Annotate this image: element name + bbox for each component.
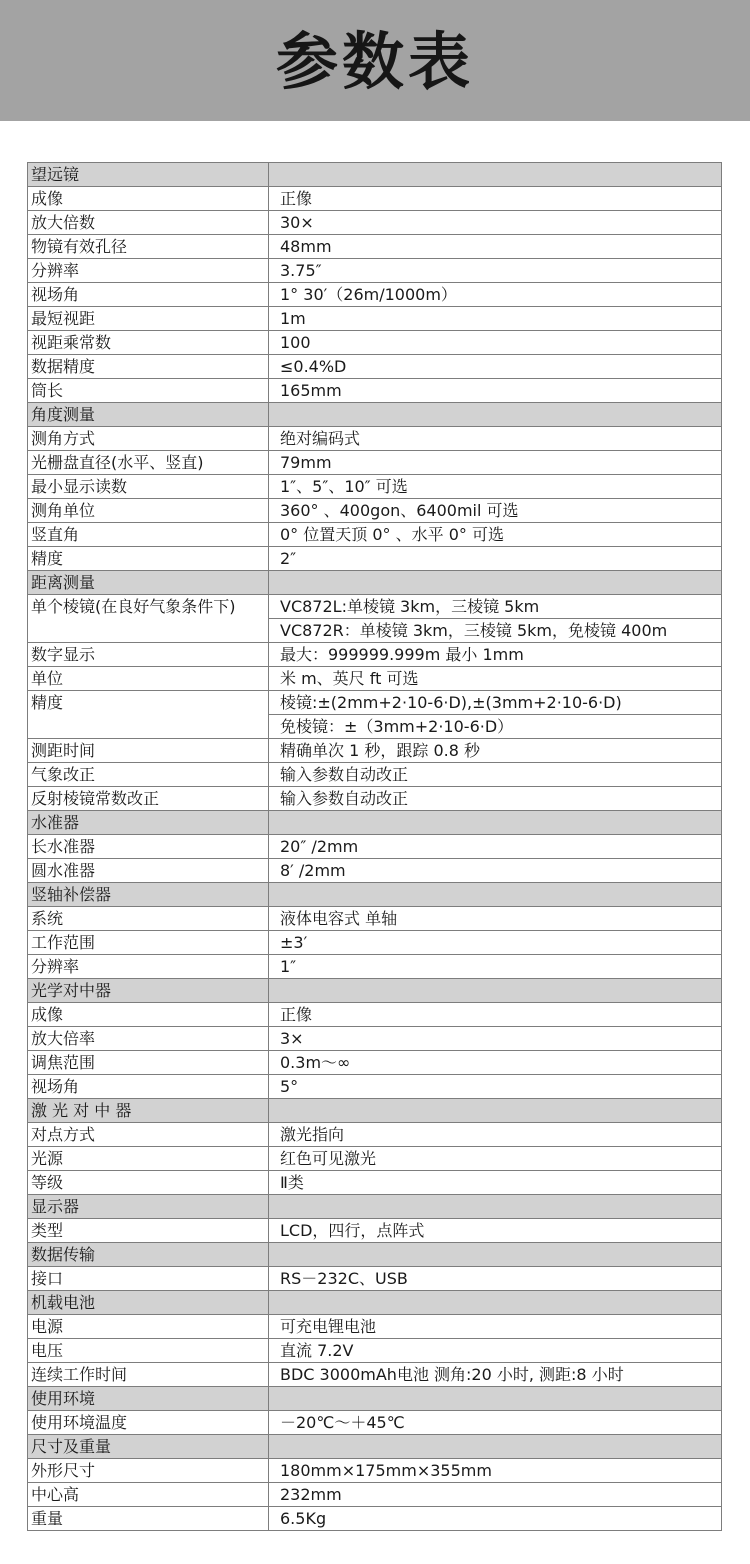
param-value: 360° 、400gon、6400mil 可选: [269, 499, 722, 523]
param-label: 测角方式: [28, 427, 269, 451]
table-row: [28, 451, 722, 475]
param-label: 调焦范围: [28, 1051, 269, 1075]
section-header: [28, 571, 722, 595]
section-blank-cell: [269, 883, 722, 907]
param-value: 激光指向: [269, 1123, 722, 1147]
param-label: 最短视距: [28, 307, 269, 331]
param-label: 对点方式: [28, 1123, 269, 1147]
section-title: 激 光 对 中 器: [28, 1099, 269, 1123]
section-title: 望远镜: [28, 163, 269, 187]
param-value: 8′ /2mm: [269, 859, 722, 883]
table-row: [28, 859, 722, 883]
param-label: 成像: [28, 187, 269, 211]
param-label: 成像: [28, 1003, 269, 1027]
param-value: ≤0.4%D: [269, 355, 722, 379]
param-value: 输入参数自动改正: [269, 763, 722, 787]
param-label: 精度: [28, 691, 269, 739]
param-value: 165mm: [269, 379, 722, 403]
page-title: 参数表: [275, 25, 474, 98]
param-label: 长水准器: [28, 835, 269, 859]
table-row: [28, 1411, 722, 1435]
table-row: [28, 523, 722, 547]
param-value: 绝对编码式: [269, 427, 722, 451]
table-row: [28, 1171, 722, 1195]
table-row: [28, 475, 722, 499]
param-value: 可充电锂电池: [269, 1315, 722, 1339]
table-row: [28, 1027, 722, 1051]
section-title: 水准器: [28, 811, 269, 835]
table-row: [28, 1075, 722, 1099]
param-label: 视场角: [28, 283, 269, 307]
table-row: [28, 1315, 722, 1339]
param-label: 外形尺寸: [28, 1459, 269, 1483]
section-blank-cell: [269, 571, 722, 595]
param-value: 48mm: [269, 235, 722, 259]
table-row: [28, 1123, 722, 1147]
section-blank-cell: [269, 1435, 722, 1459]
table-row: [28, 1267, 722, 1291]
title-banner: [0, 0, 750, 121]
table-row: [28, 595, 722, 619]
param-label: 类型: [28, 1219, 269, 1243]
param-value: 3.75″: [269, 259, 722, 283]
section-blank-cell: [269, 979, 722, 1003]
param-value: 20″ /2mm: [269, 835, 722, 859]
param-label: 单个棱镜(在良好气象条件下): [28, 595, 269, 643]
param-value: 正像: [269, 1003, 722, 1027]
table-row: [28, 379, 722, 403]
param-label: 放大倍数: [28, 211, 269, 235]
param-label: 重量: [28, 1507, 269, 1531]
table-row: [28, 187, 722, 211]
section-header: [28, 1243, 722, 1267]
param-label: 视距乘常数: [28, 331, 269, 355]
param-value: 100: [269, 331, 722, 355]
param-value: 棱镜:±(2mm+2·10-6·D),±(3mm+2·10-6·D): [269, 691, 722, 715]
table-row: [28, 667, 722, 691]
param-value: 3×: [269, 1027, 722, 1051]
param-label: 数字显示: [28, 643, 269, 667]
section-title: 角度测量: [28, 403, 269, 427]
section-header: [28, 403, 722, 427]
param-label: 数据精度: [28, 355, 269, 379]
section-blank-cell: [269, 1195, 722, 1219]
param-value: RS－232C、USB: [269, 1267, 722, 1291]
param-value: Ⅱ类: [269, 1171, 722, 1195]
param-label: 圆水准器: [28, 859, 269, 883]
table-row: [28, 211, 722, 235]
section-title: 竖轴补偿器: [28, 883, 269, 907]
section-blank-cell: [269, 1387, 722, 1411]
section-header: [28, 811, 722, 835]
param-value: 6.5Kg: [269, 1507, 722, 1531]
param-value: 30×: [269, 211, 722, 235]
table-row: [28, 1003, 722, 1027]
param-value: 红色可见激光: [269, 1147, 722, 1171]
param-value: 免棱镜：±（3mm+2·10-6·D）: [269, 715, 722, 739]
param-label: 等级: [28, 1171, 269, 1195]
table-row: [28, 955, 722, 979]
param-value: 2″: [269, 547, 722, 571]
param-label: 精度: [28, 547, 269, 571]
section-blank-cell: [269, 811, 722, 835]
param-value: ±3′: [269, 931, 722, 955]
param-label: 最小显示读数: [28, 475, 269, 499]
param-value: 液体电容式 单轴: [269, 907, 722, 931]
table-row: [28, 1363, 722, 1387]
table-row: [28, 235, 722, 259]
section-header: [28, 1195, 722, 1219]
param-value: 79mm: [269, 451, 722, 475]
table-row: [28, 1459, 722, 1483]
table-row: [28, 283, 722, 307]
param-value: 180mm×175mm×355mm: [269, 1459, 722, 1483]
param-label: 测角单位: [28, 499, 269, 523]
param-label: 中心高: [28, 1483, 269, 1507]
section-header: [28, 1387, 722, 1411]
section-blank-cell: [269, 163, 722, 187]
table-row: [28, 1147, 722, 1171]
param-value: VC872L:单棱镜 3km，三棱镜 5km: [269, 595, 722, 619]
param-value: 米 m、英尺 ft 可选: [269, 667, 722, 691]
section-header: [28, 163, 722, 187]
param-label: 电源: [28, 1315, 269, 1339]
param-label: 光源: [28, 1147, 269, 1171]
param-label: 接口: [28, 1267, 269, 1291]
section-title: 使用环境: [28, 1387, 269, 1411]
table-row: [28, 1339, 722, 1363]
section-header: [28, 883, 722, 907]
section-title: 尺寸及重量: [28, 1435, 269, 1459]
section-header: [28, 1435, 722, 1459]
param-label: 连续工作时间: [28, 1363, 269, 1387]
param-value: 232mm: [269, 1483, 722, 1507]
table-row: [28, 787, 722, 811]
section-title: 光学对中器: [28, 979, 269, 1003]
param-label: 分辨率: [28, 259, 269, 283]
param-value: 正像: [269, 187, 722, 211]
param-label: 光栅盘直径(水平、竖直): [28, 451, 269, 475]
section-header: [28, 1099, 722, 1123]
param-label: 竖直角: [28, 523, 269, 547]
table-row: [28, 1219, 722, 1243]
param-label: 反射棱镜常数改正: [28, 787, 269, 811]
param-label: 视场角: [28, 1075, 269, 1099]
table-row: [28, 763, 722, 787]
table-row: [28, 1051, 722, 1075]
table-row: [28, 1507, 722, 1531]
section-blank-cell: [269, 403, 722, 427]
section-title: 数据传输: [28, 1243, 269, 1267]
param-label: 单位: [28, 667, 269, 691]
param-value: 最大：999999.999m 最小 1mm: [269, 643, 722, 667]
param-label: 使用环境温度: [28, 1411, 269, 1435]
table-row: [28, 643, 722, 667]
param-value: VC872R：单棱镜 3km，三棱镜 5km，免棱镜 400m: [269, 619, 722, 643]
table-row: [28, 355, 722, 379]
param-label: 测距时间: [28, 739, 269, 763]
section-blank-cell: [269, 1099, 722, 1123]
section-title: 显示器: [28, 1195, 269, 1219]
param-label: 物镜有效孔径: [28, 235, 269, 259]
param-label: 工作范围: [28, 931, 269, 955]
param-value: 输入参数自动改正: [269, 787, 722, 811]
param-label: 放大倍率: [28, 1027, 269, 1051]
param-value: －20℃～＋45℃: [269, 1411, 722, 1435]
section-title: 机载电池: [28, 1291, 269, 1315]
table-row: [28, 547, 722, 571]
param-value: BDC 3000mAh电池 测角:20 小时, 测距:8 小时: [269, 1363, 722, 1387]
table-row: [28, 331, 722, 355]
table-row: [28, 739, 722, 763]
table-row: [28, 307, 722, 331]
param-value: 1″、5″、10″ 可选: [269, 475, 722, 499]
param-value: 0.3m～∞: [269, 1051, 722, 1075]
param-label: 电压: [28, 1339, 269, 1363]
table-row: [28, 835, 722, 859]
param-value: 1° 30′（26m/1000m）: [269, 283, 722, 307]
param-label: 筒长: [28, 379, 269, 403]
section-blank-cell: [269, 1291, 722, 1315]
section-header: [28, 1291, 722, 1315]
param-value: LCD，四行，点阵式: [269, 1219, 722, 1243]
param-label: 分辨率: [28, 955, 269, 979]
table-row: [28, 1483, 722, 1507]
param-value: 5°: [269, 1075, 722, 1099]
param-value: 直流 7.2V: [269, 1339, 722, 1363]
section-header: [28, 979, 722, 1003]
param-value: 1m: [269, 307, 722, 331]
table-row: [28, 907, 722, 931]
table-row: [28, 427, 722, 451]
param-label: 气象改正: [28, 763, 269, 787]
table-row: [28, 691, 722, 715]
table-row: [28, 931, 722, 955]
spec-table: [27, 162, 722, 1531]
table-row: [28, 499, 722, 523]
section-blank-cell: [269, 1243, 722, 1267]
table-row: [28, 259, 722, 283]
param-value: 0° 位置天顶 0° 、水平 0° 可选: [269, 523, 722, 547]
param-value: 1″: [269, 955, 722, 979]
param-label: 系统: [28, 907, 269, 931]
section-title: 距离测量: [28, 571, 269, 595]
param-value: 精确单次 1 秒，跟踪 0.8 秒: [269, 739, 722, 763]
